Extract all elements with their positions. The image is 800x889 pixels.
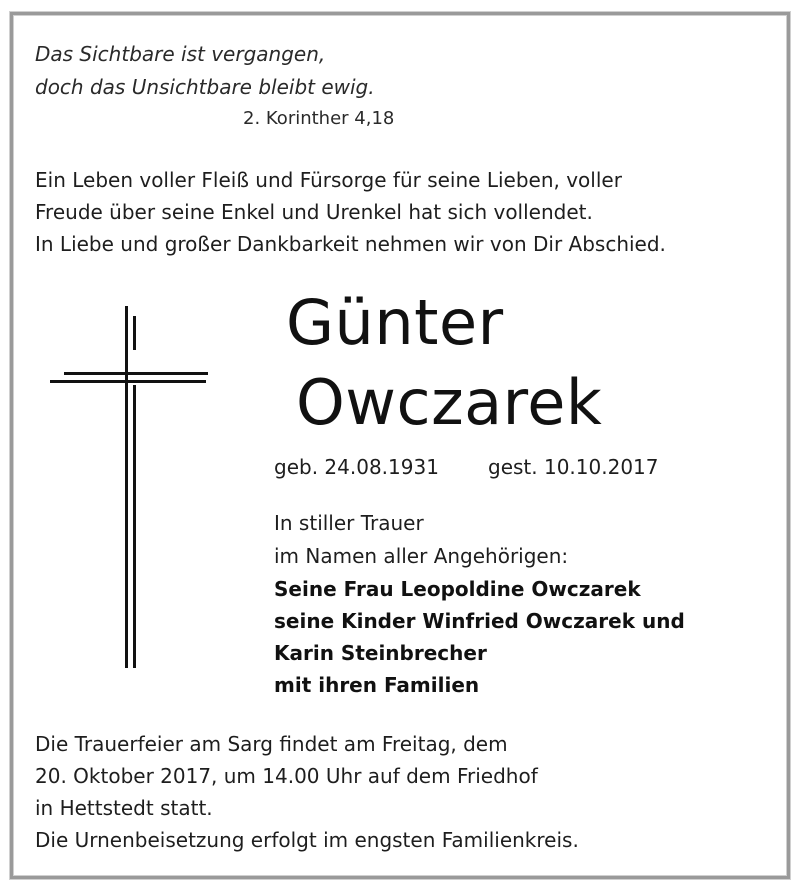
verse-line-1: Das Sichtbare ist vergangen,	[35, 42, 326, 66]
mourner-children: seine Kinder Winfried Owczarek und	[274, 609, 685, 633]
funeral-line-4: Die Urnenbeisetzung erfolgt im engsten Familienkreis.	[35, 828, 579, 852]
deceased-last-name: Owczarek	[296, 366, 603, 439]
funeral-line-2: 20. Oktober 2017, um 14.00 Uhr auf dem Friedhof	[35, 764, 538, 788]
intro-line-3: In Liebe und großer Dankbarkeit nehmen wir von Dir Abschied.	[35, 232, 666, 256]
mourning-line-2: im Namen aller Angehörigen:	[274, 544, 569, 568]
birth-date: geb. 24.08.1931	[274, 455, 439, 479]
funeral-line-3: in Hettstedt statt.	[35, 796, 213, 820]
mourner-daughter: Karin Steinbrecher	[274, 641, 487, 665]
intro-line-1: Ein Leben voller Fleiß und Fürsorge für seine Lieben, voller	[35, 168, 622, 192]
mourning-line-1: In stiller Trauer	[274, 511, 424, 535]
verse-reference: 2. Korinther 4,18	[243, 108, 395, 129]
intro-line-2: Freude über seine Enkel und Urenkel hat sich vollendet.	[35, 200, 593, 224]
deceased-first-name: Günter	[286, 286, 504, 359]
funeral-line-1: Die Trauerfeier am Sarg findet am Freitag, dem	[35, 732, 508, 756]
death-date: gest. 10.10.2017	[488, 455, 659, 479]
verse-line-2: doch das Unsichtbare bleibt ewig.	[35, 75, 375, 99]
mourner-wife: Seine Frau Leopoldine Owczarek	[274, 577, 641, 601]
mourner-families: mit ihren Familien	[274, 673, 480, 697]
